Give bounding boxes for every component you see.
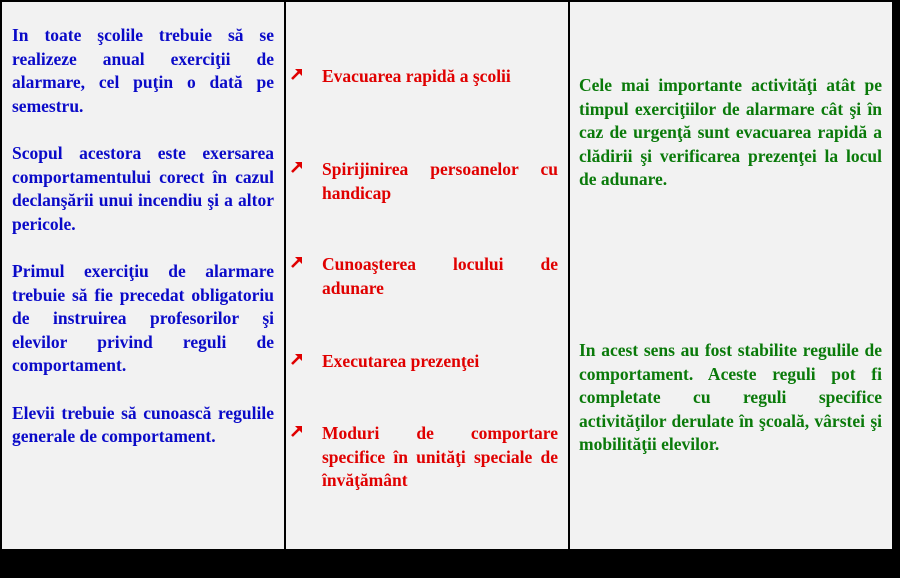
list-item-label: Evacuarea rapidă a şcolii — [322, 66, 511, 86]
column-conclusions — [570, 2, 892, 549]
paragraph-purpose: Scopul acestora este exersarea comportamentului corect în cazul declanşării unui incendiu şi a altor pericole. — [12, 142, 274, 234]
list-item — [290, 65, 558, 89]
arrow-up-right-icon — [290, 160, 304, 174]
list-item-label: Moduri de comportare specifice în unităţi speciale de învăţământ — [322, 423, 558, 491]
paragraph-first-exercise: Primul exerciţiu de alarmare trebuie să fie precedat obligatoriu de instruirea profesorilor şi elevilor privind reguli de comportament. — [12, 260, 274, 376]
paragraph-important-activities: Cele mai importante activităţi atât pe timpul exerciţiilor de alarmare cât şi în caz de urgenţă sunt evacuarea rapidă a clădirii şi verificarea prezenţei la locul de adunare. — [579, 75, 882, 190]
paragraph-exercise-frequency: In toate şcolile trebuie să se realizeze anual exerciţii de alarmare, cel puţin o dată pe semestru. — [12, 25, 274, 116]
list-item — [290, 350, 558, 374]
arrow-up-right-icon — [290, 352, 304, 366]
list-item — [290, 158, 558, 205]
list-item-label: Spirijinirea persoanelor cu handicap — [322, 159, 558, 203]
paragraph-behavior-rules: In acest sens au fost stabilite regulile de comportament. Aceste reguli pot fi completate cu reguli specifice activităţilor derulate în şcoală, vârstei şi mobilităţii elevilor. — [579, 340, 882, 455]
arrow-up-right-icon — [290, 67, 304, 81]
list-item — [290, 422, 558, 493]
list-item-label: Executarea prezenţei — [322, 351, 480, 371]
column-activities-list — [286, 2, 568, 549]
list-item-label: Cunoaşterea locului de adunare — [322, 254, 558, 298]
arrow-up-right-icon — [290, 424, 304, 438]
arrow-up-right-icon — [290, 255, 304, 269]
list-item — [290, 253, 558, 300]
column-general-info — [2, 2, 284, 549]
paragraph-pupils-rules: Elevii trebuie să cunoască regulile generale de comportament. — [12, 402, 274, 447]
